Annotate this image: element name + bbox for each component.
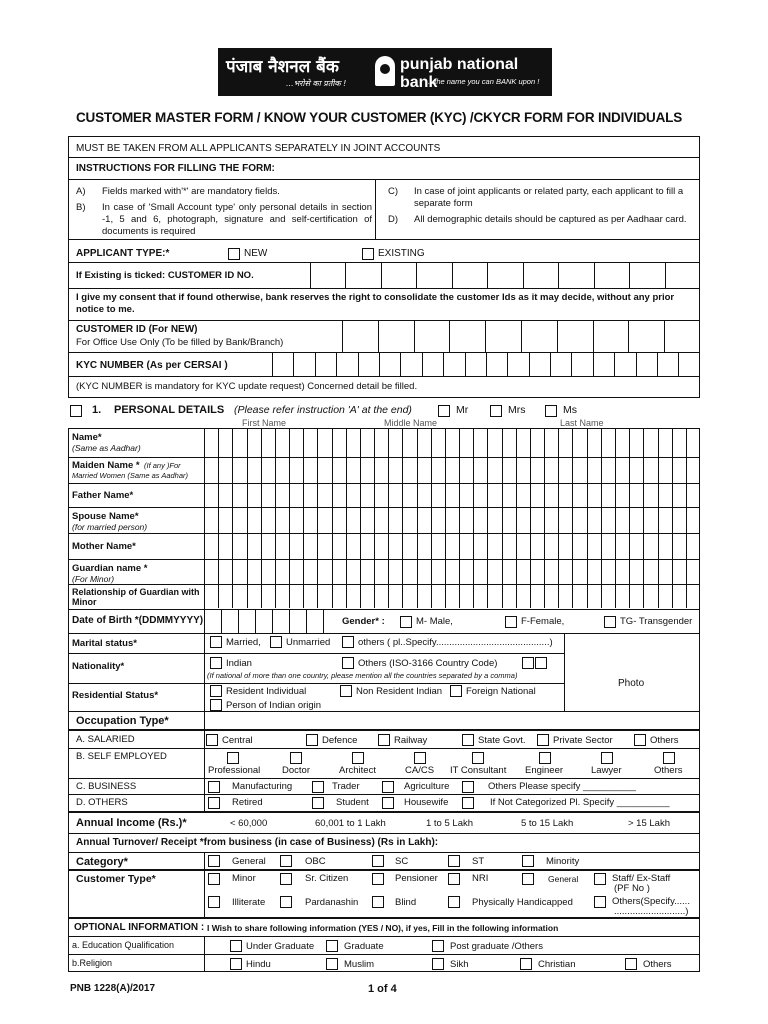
nri-checkbox[interactable] [340,685,352,697]
housewife-checkbox[interactable] [382,797,394,809]
mother-name-label: Mother Name* [72,541,136,552]
male-checkbox[interactable] [400,616,412,628]
transgender-label: TG- Transgender [620,616,693,627]
not-categorized-label: If Not Categorized Pl. Specify __________ [490,797,670,808]
income-label: Annual Income (Rs.)* [76,817,187,829]
income-2: 60,001 to 1 Lakh [315,818,386,829]
senior-citizen-label: Sr. Citizen [305,873,349,884]
form-code: PNB 1228(A)/2017 [70,983,156,994]
photo-area-label: Photo [618,678,645,689]
optional-text: I Wish to share following information (YES / NO), if yes, Fill in the following information [207,923,559,933]
pf-no-label: (PF No ) [614,883,650,894]
form-title: CUSTOMER MASTER FORM / KNOW YOUR CUSTOMER (KYC) /CKYCR FORM FOR INDIVIDUALS [76,110,683,125]
middle-name-header: Middle Name [384,418,438,428]
defence-label: Defence [322,735,358,746]
lawyer-checkbox[interactable] [601,752,613,764]
salaried-label: A. SALARIED [76,734,135,745]
general-label: General [232,856,266,867]
ctype-others-checkbox[interactable] [594,896,606,908]
guardian-sub: (For Minor) [72,574,115,584]
personal-details-title: PERSONAL DETAILS [114,404,225,416]
maiden-name-sub1: (If any )For [144,461,181,470]
income-5: > 15 Lakh [628,818,670,829]
instruction-a: Fields marked with'*' are mandatory fields. [102,186,280,197]
page-number: 1 of 4 [368,983,397,995]
female-checkbox[interactable] [505,616,517,628]
ms-checkbox[interactable] [545,405,557,417]
first-name-header: First Name [242,418,287,428]
instruction-b-key: B) [76,202,86,213]
consent-text: I give my consent that if found otherwise, bank reserves the right to consolidate the customer Ids as it may decide, without any prior notice to me. [76,292,675,315]
bank-logo [218,48,552,96]
marital-others-checkbox[interactable] [342,636,354,648]
english-bank-name: punjab national bank [400,56,519,91]
joint-account-note: MUST BE TAKEN FROM ALL APPLICANTS SEPARATELY IN JOINT ACCOUNTS [76,143,441,154]
blind-checkbox[interactable] [372,896,384,908]
mr-checkbox[interactable] [438,405,450,417]
railway-label: Railway [394,735,428,746]
ca-cs-label: CA/CS [405,765,435,776]
sc-label: SC [395,856,409,867]
sikh-label: Sikh [450,959,469,970]
architect-label: Architect [339,765,376,776]
doctor-label: Doctor [282,765,310,776]
education-label: a. Education Qualification [72,940,175,950]
pensioner-checkbox[interactable] [372,873,384,885]
unmarried-label: Unmarried [286,637,331,648]
existing-checkbox[interactable] [362,248,374,260]
section-number: 1. [92,404,102,416]
nationality-others-checkbox[interactable] [342,657,354,669]
indian-checkbox[interactable] [210,657,222,669]
manufacturing-label: Manufacturing [232,781,293,792]
customer-id-sub: For Office Use Only (To be filled by Bank/Branch) [76,337,284,348]
it-consultant-label: IT Consultant [450,765,507,776]
private-checkbox[interactable] [537,734,549,746]
pensioner-label: Pensioner [395,873,438,884]
pio-checkbox[interactable] [210,699,222,711]
income-3: 1 to 5 Lakh [426,818,474,829]
kyc-number-label: KYC NUMBER (As per CERSAI ) [76,360,228,371]
architect-checkbox[interactable] [352,752,364,764]
married-checkbox[interactable] [210,636,222,648]
general-type-checkbox[interactable] [522,873,534,885]
st-label: ST [472,856,485,867]
defence-checkbox[interactable] [306,734,318,746]
mr-label: Mr [456,404,469,416]
sc-checkbox[interactable] [372,855,384,867]
hindi-bank-name: पंजाब नैशनल बैंक [226,57,339,77]
occupation-title: Occupation Type* [76,715,169,727]
trader-checkbox[interactable] [312,781,324,793]
nri-type-label: NRI [472,873,489,884]
transgender-checkbox[interactable] [604,616,616,628]
guardian-name-label: Guardian name * [72,563,148,574]
graduate-label: Graduate [344,941,384,952]
retired-label: Retired [232,797,263,808]
handicapped-label: Physically Handicapped [472,897,573,908]
not-categorized-checkbox[interactable] [462,797,474,809]
customer-id-boxes[interactable] [342,320,700,352]
hindu-checkbox[interactable] [230,958,242,970]
business-others-label: Others Please specify __________ [488,781,636,792]
existing-label: EXISTING [378,248,425,259]
personal-details-note: (Please refer instruction 'A' at the end) [234,404,412,416]
religion-others-label: Others [643,959,672,970]
nationality-note: (If national of more than one country, please mention all the countries separated by a comma) [207,671,518,680]
obc-checkbox[interactable] [280,855,292,867]
salaried-others-checkbox[interactable] [634,734,646,746]
railway-checkbox[interactable] [378,734,390,746]
marital-others-label: others ( pl..Specify...........................................) [358,637,553,648]
nri-label: Non Resident Indian [356,686,443,697]
instructions-heading: INSTRUCTIONS FOR FILLING THE FORM: [76,163,275,174]
name-character-grid[interactable] [204,428,700,608]
ms-label: Ms [563,404,577,416]
foreign-checkbox[interactable] [450,685,462,697]
business-others-checkbox[interactable] [462,781,474,793]
illiterate-checkbox[interactable] [208,896,220,908]
new-label: NEW [244,248,268,259]
nationality-label: Nationality* [72,661,125,672]
student-checkbox[interactable] [312,797,324,809]
manufacturing-checkbox[interactable] [208,781,220,793]
english-tagline: ...the name you can BANK upon ! [428,77,540,86]
category-label: Category* [76,856,128,868]
central-checkbox[interactable] [206,734,218,746]
country-code-box-2[interactable] [535,657,547,669]
engineer-checkbox[interactable] [539,752,551,764]
maiden-name-sub2: Married Women (Same as Aadhar) [72,471,189,480]
business-label: C. BUSINESS [76,781,137,792]
central-label: Central [222,735,253,746]
agriculture-checkbox[interactable] [382,781,394,793]
instruction-a-key: A) [76,186,86,197]
dob-boxes[interactable] [204,609,340,633]
illiterate-label: Illiterate [232,897,266,908]
instruction-b: In case of 'Small Account type' only personal details in section -1, 5 and 6, photograph, signature and self-certification of documents is required [102,202,372,237]
personal-details-checkbox[interactable] [70,405,82,417]
female-label: F-Female, [521,616,565,627]
pio-label: Person of Indian origin [226,700,322,711]
spouse-sub: (for married person) [72,522,148,532]
housewife-label: Housewife [404,797,449,808]
instruction-c: In case of joint applicants or related party, each applicant to fill a separate form [414,186,684,209]
pnb-symbol-icon [375,56,395,86]
dob-label: Date of Birth *(DDMMYYYY) [72,615,204,626]
applicant-type-label: APPLICANT TYPE:* [76,248,170,259]
minority-label: Minority [546,856,580,867]
state-govt-checkbox[interactable] [462,734,474,746]
nri-type-checkbox[interactable] [448,873,460,885]
handicapped-checkbox[interactable] [448,896,460,908]
category-table [68,852,700,918]
existing-id-boxes[interactable] [310,262,700,288]
trader-label: Trader [332,781,360,792]
others-category-label: D. OTHERS [76,797,128,808]
general-checkbox[interactable] [208,855,220,867]
professional-label: Professional [208,765,261,776]
self-employed-label: B. SELF EMPLOYED [76,751,167,762]
mrs-checkbox[interactable] [490,405,502,417]
staff-label: Staff/ Ex-Staff [612,873,671,884]
ctype-others-dots: ...........................) [614,906,689,917]
pardanashin-label: Pardanashin [305,897,359,908]
mrs-label: Mrs [508,404,526,416]
unmarried-checkbox[interactable] [270,636,282,648]
resident-checkbox[interactable] [210,685,222,697]
private-label: Private Sector [553,735,613,746]
post-graduate-label: Post graduate /Others [450,941,543,952]
instruction-c-key: C) [388,186,399,197]
optional-title: OPTIONAL INFORMATION : [74,922,205,933]
lawyer-label: Lawyer [591,765,622,776]
obc-label: OBC [305,856,326,867]
engineer-label: Engineer [525,765,564,776]
hindu-label: Hindu [246,959,271,970]
income-1: < 60,000 [230,818,268,829]
relationship-label: Relationship of Guardian with Minor [72,587,200,607]
retired-checkbox[interactable] [208,797,220,809]
christian-label: Christian [538,959,576,970]
under-graduate-label: Under Graduate [246,941,315,952]
instruction-d: All demographic details should be captured as per Aadhaar card. [414,214,687,225]
under-graduate-checkbox[interactable] [230,940,242,952]
self-employed-others-checkbox[interactable] [663,752,675,764]
st-checkbox[interactable] [448,855,460,867]
maiden-name-label: Maiden Name * [72,460,140,471]
name-label: Name* [72,432,102,443]
minor-label: Minor [232,873,256,884]
post-graduate-checkbox[interactable] [432,940,444,952]
customer-type-label: Customer Type* [76,873,156,885]
ca-cs-checkbox[interactable] [414,752,426,764]
minor-checkbox[interactable] [208,873,220,885]
customer-id-label: CUSTOMER ID (For NEW) [76,324,198,335]
married-label: Married, [226,637,261,648]
professional-checkbox[interactable] [227,752,239,764]
residential-status-label: Residential Status* [72,690,159,701]
doctor-checkbox[interactable] [290,752,302,764]
hindi-tagline: ...भरोसे का प्रतीक ! [286,79,347,88]
indian-label: Indian [226,658,252,669]
staff-checkbox[interactable] [594,873,606,885]
state-govt-label: State Govt. [478,735,526,746]
country-code-box-1[interactable] [522,657,534,669]
kyc-note: (KYC NUMBER is mandatory for KYC update request) Concerned detail be filled. [76,381,418,392]
last-name-header: Last Name [560,418,604,428]
spouse-name-label: Spouse Name* [72,511,139,522]
self-employed-others-label: Others [654,765,683,776]
kyc-number-boxes[interactable] [272,352,700,376]
it-consultant-checkbox[interactable] [472,752,484,764]
marital-status-label: Marital status* [72,638,137,649]
male-label: M- Male, [416,616,453,627]
agriculture-label: Agriculture [404,781,450,792]
minority-checkbox[interactable] [522,855,534,867]
senior-citizen-checkbox[interactable] [280,873,292,885]
christian-checkbox[interactable] [520,958,532,970]
blind-label: Blind [395,897,417,908]
name-sub: (Same as Aadhar) [72,443,141,453]
existing-id-label: If Existing is ticked: CUSTOMER ID NO. [76,270,254,281]
turnover-label: Annual Turnover/ Receipt *from business (in case of Business) (Rs in Lakh): [76,837,439,848]
muslim-checkbox[interactable] [326,958,338,970]
ctype-others-label: Others(Specify...... [612,896,690,907]
pardanashin-checkbox[interactable] [280,896,292,908]
graduate-checkbox[interactable] [326,940,338,952]
religion-others-checkbox[interactable] [625,958,637,970]
student-label: Student [336,797,369,808]
resident-label: Resident Individual [226,686,307,697]
income-4: 5 to 15 Lakh [521,818,574,829]
nationality-others-label: Others (ISO-3166 Country Code) [358,658,498,669]
general-type-label: General [548,874,579,884]
salaried-others-label: Others [650,735,679,746]
new-checkbox[interactable] [228,248,240,260]
foreign-label: Foreign National [466,686,536,697]
instruction-d-key: D) [388,214,399,225]
sikh-checkbox[interactable] [432,958,444,970]
religion-label: b.Religion [72,958,113,968]
gender-label: Gender* : [342,616,385,627]
father-name-label: Father Name* [72,490,134,501]
muslim-label: Muslim [344,959,375,970]
